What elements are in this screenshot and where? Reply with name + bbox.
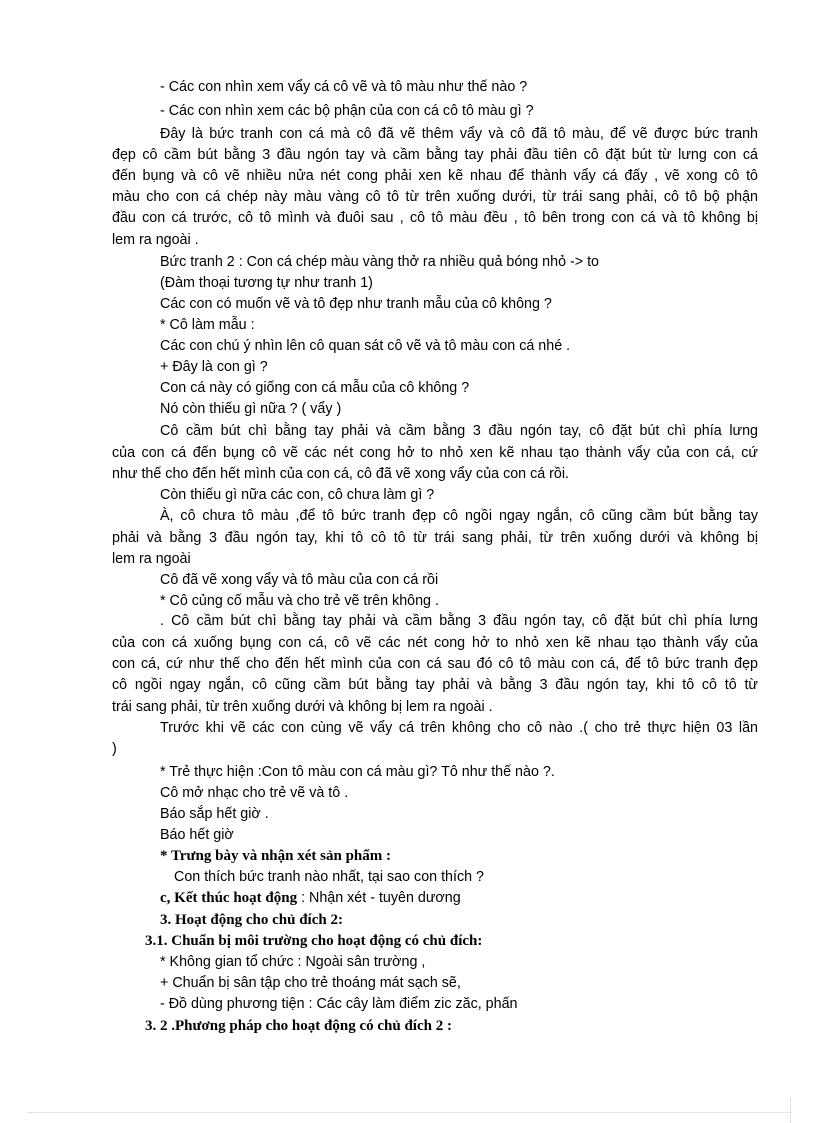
text-line: Cô đã vẽ xong vẩy và tô màu của con cá rồi bbox=[160, 572, 439, 588]
text-line: - Các con nhìn xem vẩy cá cô vẽ và tô màu như thế nào ? bbox=[160, 79, 528, 95]
text-line: Con cá này có giống con cá mẫu của cô không ? bbox=[160, 380, 470, 396]
text-line: Báo hết giờ bbox=[160, 827, 234, 843]
text-line: + Đây là con gì ? bbox=[160, 359, 268, 375]
text-line: (Đàm thoại tương tự như tranh 1) bbox=[160, 275, 373, 291]
page-border-corner bbox=[790, 1098, 791, 1123]
text-line: Còn thiếu gì nữa các con, cô chưa làm gì ? bbox=[160, 487, 435, 503]
text-line: À, cô chưa tô màu ,để tô bức tranh đẹp cô ngồi ngay ngắn, cô cũng cầm bút bằng tay bbox=[160, 508, 758, 524]
text-line: màu cho con cá chép này màu vàng cô tô từ trên xuống dưới, từ trái sang phải, cô tô bộ phận bbox=[112, 189, 758, 205]
section-heading: * Trưng bày và nhận xét sản phẩm : bbox=[160, 848, 391, 864]
text-line: con cá, cứ như thế cho đến hết mình của con cá sau đó cô tô màu con cá, để tô bức tranh đẹp bbox=[112, 656, 758, 672]
text-line: ) bbox=[112, 741, 117, 757]
text-line: trái sang phải, từ trên xuống dưới và không bị lem ra ngoài . bbox=[112, 699, 493, 715]
text-line: Đây là bức tranh con cá mà cô đã vẽ thêm vẩy và cô đã tô màu, để vẽ được bức tranh bbox=[160, 126, 758, 142]
text-line: : Nhận xét - tuyên dương bbox=[297, 890, 461, 906]
text-line: đầu con cá trước, cô tô mình và đuôi sau , cô tô màu đều , tô bên trong con cá và tô không bị bbox=[112, 210, 758, 226]
text-line: - Các con nhìn xem các bộ phận của con cá cô tô màu gì ? bbox=[160, 103, 534, 119]
text-line: Báo sắp hết giờ . bbox=[160, 806, 269, 822]
section-heading: 3. Hoạt động cho chủ đích 2: bbox=[160, 912, 343, 928]
text-line: Con thích bức tranh nào nhất, tại sao con thích ? bbox=[174, 869, 485, 885]
text-line: + Chuẩn bị sân tập cho trẻ thoáng mát sạch sẽ, bbox=[160, 975, 461, 991]
text-line: Nó còn thiếu gì nữa ? ( vẩy ) bbox=[160, 401, 342, 417]
text-line: lem ra ngoài . bbox=[112, 232, 199, 248]
section-heading: 3.1. Chuẩn bị môi trường cho hoạt động có chủ đích: bbox=[145, 933, 483, 949]
text-line: cô ngồi ngay ngắn, cô cũng cầm bút bằng tay phải và bằng 3 đầu ngón tay, khi tô cô tô từ bbox=[112, 677, 758, 693]
text-line: Các con chú ý nhìn lên cô quan sát cô vẽ và tô màu con cá nhé . bbox=[160, 338, 571, 354]
text-line: phải và bằng 3 đầu ngón tay, khi tô cô tô từ trái sang phải, từ trên xuống dưới và không bị bbox=[112, 530, 758, 546]
text-line: của con cá xuống bụng con cá, cô vẽ các nét cong hở to nhỏ xen kẽ nhau tạo thành vẩy của bbox=[112, 635, 758, 651]
text-line: * Không gian tổ chức : Ngoài sân trường , bbox=[160, 954, 426, 970]
text-line: Cô cầm bút chì bằng tay phải và cầm bằng 3 đầu ngón tay, cô đặt bút chì phía lưng bbox=[160, 423, 758, 439]
text-line: Bức tranh 2 : Con cá chép màu vàng thở ra nhiều quả bóng nhỏ -> to bbox=[160, 254, 600, 270]
text-line: đẹp cô cầm bút bằng 3 đầu ngón tay và cầm bằng tay phải đầu tiên cô đặt bút từ lưng con cá bbox=[112, 147, 758, 163]
text-line: . Cô cầm bút chì bằng tay phải và cầm bằng 3 đầu ngón tay, cô đặt bút chì phía lưng bbox=[160, 613, 758, 629]
text-line: như thế cho đến hết mình của con cá, cô đã vẽ xong vẩy của con cá rồi. bbox=[112, 466, 570, 482]
text-line bbox=[160, 888, 461, 908]
text-line: * Cô làm mẫu : bbox=[160, 317, 255, 333]
text-line: - Đồ dùng phương tiện : Các cây làm điểm zic zăc, phấn bbox=[160, 996, 518, 1012]
text-line: * Cô củng cố mẫu và cho trẻ vẽ trên không . bbox=[160, 593, 439, 609]
text-line: đến bụng và cô vẽ nhiều nửa nét cong phải xen kẽ nhau để thành vẩy cá đấy , vẽ xong cô tô bbox=[112, 168, 758, 184]
text-line: Trước khi vẽ các con cùng vẽ vẩy cá trên không cho cô nào .( cho trẻ thực hiện 03 lần bbox=[160, 720, 758, 736]
text-line: Cô mở nhạc cho trẻ vẽ và tô . bbox=[160, 785, 349, 801]
section-heading: c, Kết thúc hoạt động bbox=[160, 890, 298, 906]
text-line: lem ra ngoài bbox=[112, 551, 191, 567]
page-border-bottom bbox=[28, 1112, 790, 1113]
section-heading: 3. 2 .Phương pháp cho hoạt động có chủ đích 2 : bbox=[145, 1018, 452, 1034]
text-line: * Trẻ thực hiện :Con tô màu con cá màu gì? Tô như thế nào ?. bbox=[160, 764, 555, 780]
text-line: của con cá đến bụng cô vẽ các nét cong hở to nhỏ xen kẽ nhau tạo thành vẩy của con cá, cứ bbox=[112, 445, 758, 461]
text-line: Các con có muốn vẽ và tô đẹp như tranh mẫu của cô không ? bbox=[160, 296, 552, 312]
